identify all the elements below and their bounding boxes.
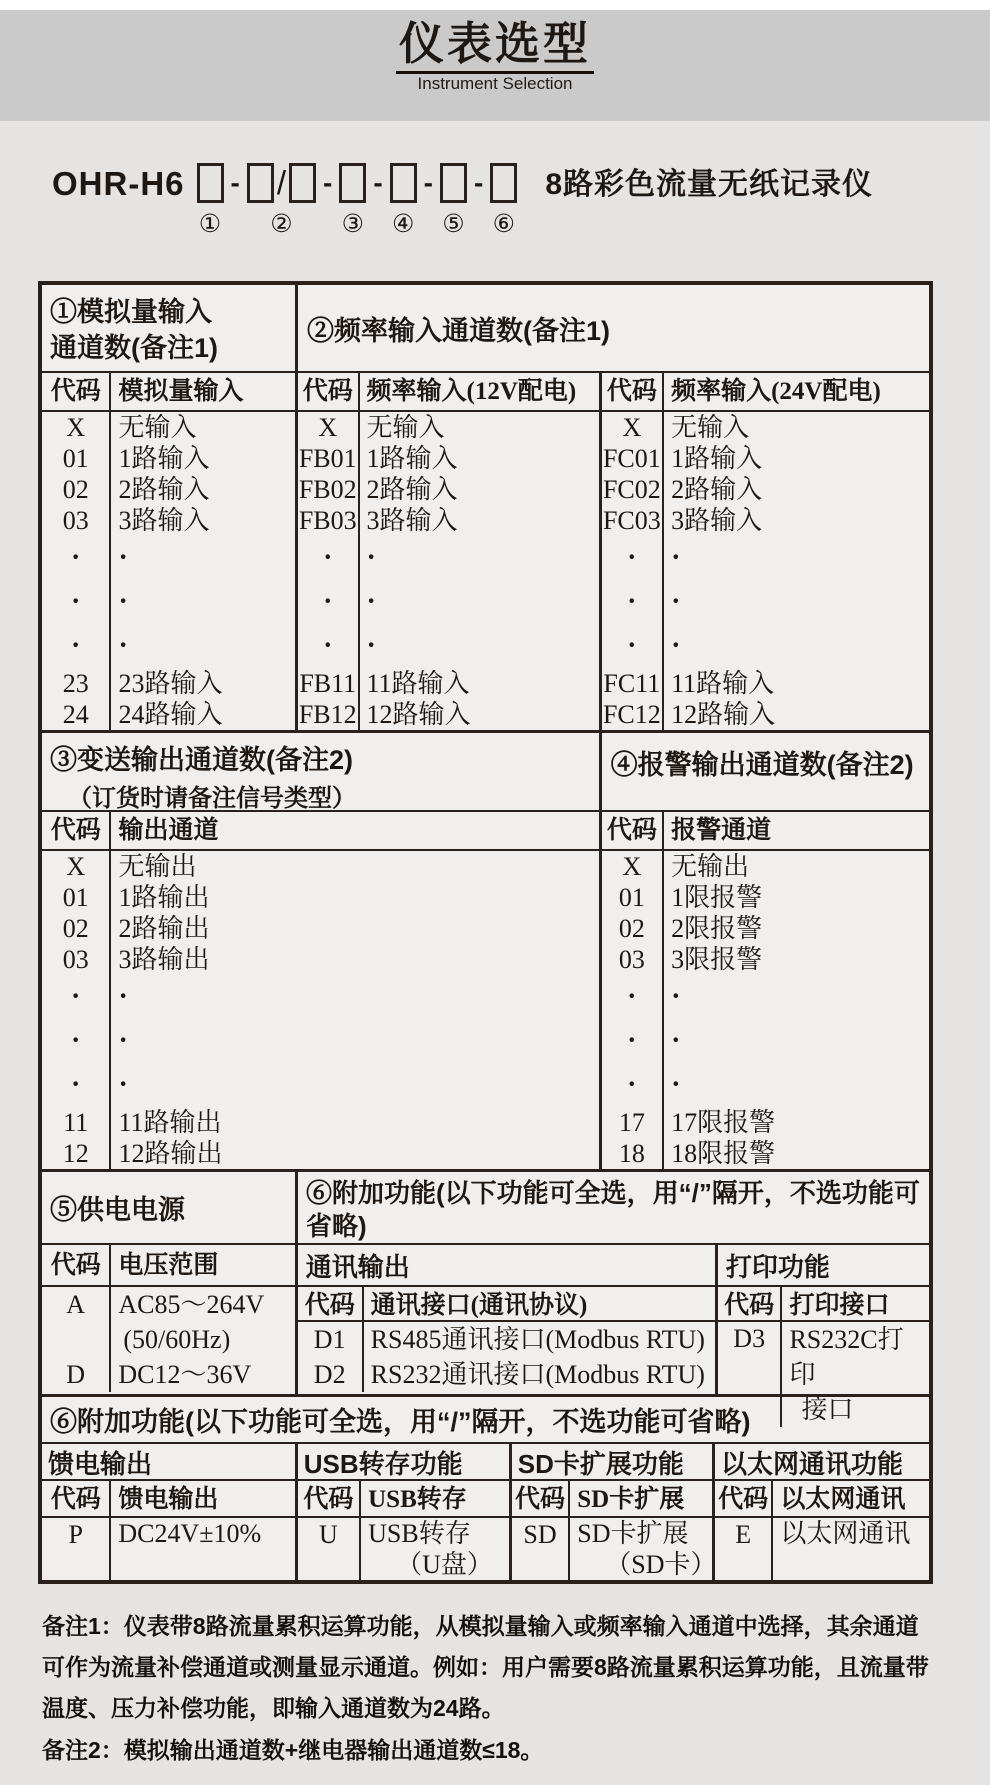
label-cell: · bbox=[662, 1063, 929, 1107]
label-cell: 3路输入 bbox=[358, 505, 599, 536]
code-cell: · bbox=[295, 624, 358, 668]
code-cell: X bbox=[599, 412, 663, 443]
dash-separator: - bbox=[373, 167, 383, 198]
field-number-4: ④ bbox=[391, 210, 415, 238]
sd-value-line2: （SD卡） bbox=[605, 1550, 717, 1579]
ethernet-group-header: 以太网通讯功能 bbox=[712, 1444, 929, 1481]
print-label-line1: RS232C打印 bbox=[789, 1325, 904, 1389]
code-cell: 02 bbox=[62, 474, 89, 504]
print-interface-header: 打印接口 bbox=[780, 1287, 929, 1324]
code-cell: FB01 bbox=[295, 443, 358, 474]
section3-header-line2: （订货时请备注信号类型） bbox=[68, 785, 356, 812]
label-cell: AC85～264V bbox=[109, 1287, 294, 1322]
label-cell: · bbox=[662, 536, 929, 580]
label-cell: · bbox=[109, 536, 295, 580]
page-title: 仪表选型 bbox=[396, 18, 594, 74]
label-cell: 3限报警 bbox=[662, 944, 929, 975]
code-cell: · bbox=[599, 580, 663, 624]
section5-header: ⑤供电电源 bbox=[50, 1195, 185, 1225]
section-5-6-header-row bbox=[42, 1169, 929, 1245]
model-field-3 bbox=[339, 163, 366, 237]
section-1-2-header-row bbox=[42, 285, 929, 373]
code-cell: FC11 bbox=[599, 668, 663, 699]
label-cell bbox=[568, 1518, 717, 1580]
ethernet-header: 以太网通讯 bbox=[771, 1481, 929, 1518]
dash-separator: - bbox=[230, 167, 240, 198]
code-box bbox=[289, 163, 316, 203]
code-box bbox=[197, 163, 224, 203]
label-cell: 1路输入 bbox=[109, 443, 295, 474]
section3-header bbox=[42, 733, 599, 816]
label-cell: 17限报警 bbox=[662, 1107, 929, 1138]
section-1-2-column-headers bbox=[42, 373, 929, 412]
ethernet-value: 以太网通讯 bbox=[780, 1519, 911, 1548]
comm-output-header: 通讯输出 bbox=[295, 1245, 715, 1285]
label-cell: · bbox=[662, 624, 929, 668]
label-cell: 1路输入 bbox=[358, 443, 599, 474]
code-cell: · bbox=[599, 975, 663, 1019]
print-code-header: 代码 bbox=[724, 1292, 775, 1319]
code-cell: 01 bbox=[599, 882, 663, 913]
code-header: 代码 bbox=[509, 1481, 568, 1518]
code-cell: · bbox=[71, 1069, 81, 1100]
label-cell bbox=[771, 1518, 929, 1580]
code-cell: D2 bbox=[313, 1359, 346, 1389]
label-cell: · bbox=[109, 1019, 598, 1063]
comm-output-table bbox=[295, 1287, 715, 1394]
label-cell: 2路输出 bbox=[109, 913, 598, 944]
additional-functions-data-row bbox=[42, 1518, 929, 1580]
model-field-2 bbox=[247, 163, 316, 237]
code-cell: A bbox=[66, 1289, 86, 1319]
slash-separator: / bbox=[276, 164, 287, 201]
label-cell: · bbox=[109, 1063, 598, 1107]
label-cell: · bbox=[109, 580, 295, 624]
label-cell: (50/60Hz) bbox=[109, 1322, 294, 1357]
label-cell: 2路输入 bbox=[662, 474, 929, 505]
code-cell: 03 bbox=[62, 505, 89, 535]
page-header bbox=[0, 10, 990, 121]
label-cell: · bbox=[109, 624, 295, 668]
power-comm-print-column-headers bbox=[42, 1245, 929, 1287]
power-code-header: 代码 bbox=[50, 1251, 101, 1279]
field-number-5: ⑤ bbox=[442, 210, 465, 238]
code-cell: 23 bbox=[62, 668, 89, 698]
code-cell: D3 bbox=[733, 1324, 766, 1353]
additional-functions-group-headers bbox=[42, 1444, 929, 1481]
label-cell: · bbox=[358, 624, 599, 668]
label-cell: 频率输入(24V配电) bbox=[662, 373, 929, 410]
label-cell: RS232通讯接口(Modbus RTU) bbox=[362, 1357, 715, 1392]
code-cell: FC01 bbox=[599, 443, 663, 474]
label-cell: 1路输出 bbox=[109, 882, 598, 913]
code-cell: · bbox=[599, 536, 663, 580]
code-cell: FC02 bbox=[599, 474, 663, 505]
code-cell: 01 bbox=[62, 882, 89, 912]
code-cell: 03 bbox=[62, 944, 89, 974]
code-cell: 17 bbox=[599, 1107, 663, 1138]
code-cell: · bbox=[295, 536, 358, 580]
code-cell: 11 bbox=[63, 1107, 89, 1137]
usb-value-line2: （U盘） bbox=[396, 1550, 493, 1579]
label-cell: 3路输出 bbox=[109, 944, 598, 975]
code-cell: · bbox=[71, 1025, 81, 1056]
label-cell: 23路输入 bbox=[109, 668, 295, 699]
code-cell: FC12 bbox=[599, 699, 663, 730]
feed-output-value: DC24V±10% bbox=[118, 1519, 262, 1548]
model-field-4 bbox=[390, 163, 417, 237]
code-cell: FB02 bbox=[295, 474, 358, 505]
footnotes bbox=[42, 1606, 930, 1771]
code-cell: 24 bbox=[62, 699, 89, 729]
usb-value-line1: USB转存 bbox=[368, 1519, 471, 1548]
code-cell: SD bbox=[509, 1518, 568, 1580]
code-cell: FB12 bbox=[295, 699, 358, 730]
code-box bbox=[390, 163, 417, 203]
label-cell: 2路输入 bbox=[109, 474, 295, 505]
code-cell: P bbox=[68, 1520, 83, 1549]
field-number-2: ② bbox=[270, 210, 293, 238]
section1-header-line1: ①模拟量输入 bbox=[50, 297, 212, 327]
code-header: 代码 bbox=[50, 1486, 101, 1513]
label-cell: 24路输入 bbox=[109, 699, 295, 730]
code-box bbox=[339, 163, 366, 203]
dash-separator: - bbox=[323, 167, 333, 198]
print-function-table bbox=[715, 1287, 929, 1424]
field-number-1: ① bbox=[198, 210, 222, 238]
voltage-range-header: 电压范围 bbox=[109, 1245, 294, 1285]
label-cell: 1路输入 bbox=[662, 443, 929, 474]
code-cell: · bbox=[71, 542, 81, 573]
section-3-4-header-row bbox=[42, 730, 929, 812]
code-cell: · bbox=[295, 580, 358, 624]
code-header: 代码 bbox=[295, 1481, 359, 1518]
comm-code-header: 代码 bbox=[304, 1292, 355, 1319]
code-cell: FB11 bbox=[295, 668, 358, 699]
code-box bbox=[490, 163, 517, 203]
model-field-5 bbox=[440, 163, 467, 237]
code-cell: D bbox=[66, 1359, 86, 1389]
label-cell: 1限报警 bbox=[662, 882, 929, 913]
code-cell: 代码 bbox=[599, 373, 663, 410]
label-cell: · bbox=[358, 536, 599, 580]
power-supply-table bbox=[42, 1287, 295, 1394]
label-cell: · bbox=[662, 580, 929, 624]
section1-header-line2: 通道数(备注1) bbox=[50, 333, 218, 363]
label-cell: 无输出 bbox=[662, 851, 929, 882]
label-cell: 12路输出 bbox=[109, 1138, 598, 1169]
code-cell: · bbox=[599, 1063, 663, 1107]
code-cell: X bbox=[295, 412, 358, 443]
model-prefix: OHR-H6 bbox=[52, 165, 185, 202]
print-function-header: 打印功能 bbox=[715, 1245, 929, 1285]
code-cell: 代码 bbox=[50, 817, 101, 844]
label-cell: 11路输入 bbox=[358, 668, 599, 699]
code-cell: · bbox=[599, 624, 663, 668]
code-cell: X bbox=[66, 851, 86, 881]
label-cell: 无输入 bbox=[358, 412, 599, 443]
sd-value-line1: SD卡扩展 bbox=[577, 1519, 689, 1548]
label-cell: 无输入 bbox=[109, 412, 295, 443]
label-cell: 2路输入 bbox=[358, 474, 599, 505]
additional-functions-header: ⑥附加功能(以下功能可全选，用“/”隔开，不选功能可省略) bbox=[42, 1394, 929, 1444]
sd-header: SD卡扩展 bbox=[568, 1481, 712, 1518]
print-label-line2: 接口 bbox=[801, 1395, 854, 1424]
code-cell: FC03 bbox=[599, 505, 663, 536]
code-cell: · bbox=[599, 1019, 663, 1063]
code-cell: · bbox=[71, 586, 81, 617]
label-cell: · bbox=[662, 975, 929, 1019]
label-cell: 报警通道 bbox=[662, 812, 929, 849]
label-cell: 无输出 bbox=[109, 851, 598, 882]
dash-separator: - bbox=[474, 167, 484, 198]
code-cell: E bbox=[712, 1518, 771, 1580]
code-cell: X bbox=[66, 412, 86, 442]
code-cell: 02 bbox=[599, 913, 663, 944]
additional-functions-column-headers bbox=[42, 1481, 929, 1518]
section4-header: ④报警输出通道数(备注2) bbox=[599, 733, 929, 816]
code-cell: 18 bbox=[599, 1138, 663, 1169]
feed-output-header: 馈电输出 bbox=[109, 1481, 294, 1518]
page-subtitle: Instrument Selection bbox=[417, 73, 573, 93]
dash-separator: - bbox=[423, 167, 433, 198]
label-cell bbox=[359, 1518, 509, 1580]
section-1-2-rows bbox=[42, 412, 929, 730]
usb-group-header: USB转存功能 bbox=[295, 1444, 509, 1481]
code-cell: 代码 bbox=[50, 378, 101, 405]
code-cell: 12 bbox=[62, 1138, 89, 1168]
label-cell: 11路输入 bbox=[662, 668, 929, 699]
code-cell: · bbox=[71, 630, 81, 661]
feed-output-group-header: 馈电输出 bbox=[48, 1449, 153, 1479]
comm-interface-header: 通讯接口(通讯协议) bbox=[362, 1287, 715, 1324]
label-cell: 3路输入 bbox=[109, 505, 295, 536]
code-box bbox=[247, 163, 274, 203]
code-cell: 01 bbox=[62, 443, 89, 473]
note-2: 备注2：模拟输出通道数+继电器输出通道数≤18。 bbox=[42, 1737, 544, 1763]
field-number-6: ⑥ bbox=[492, 210, 516, 238]
label-cell: · bbox=[358, 580, 599, 624]
label-cell: 12路输入 bbox=[662, 699, 929, 730]
section2-header: ②频率输入通道数(备注1) bbox=[295, 285, 929, 371]
section-3-4-rows bbox=[42, 851, 929, 1169]
code-header: 代码 bbox=[712, 1481, 771, 1518]
note-1: 备注1：仪表带8路流量累积运算功能，从模拟量输入或频率输入通道中选择，其余通道可作为流量补偿通道或测量显示通道。例如：用户需要8路流量累积运算功能，且流量带温度、压力补偿功能，即输入通道数为24路。 bbox=[42, 1613, 929, 1721]
section6-header: ⑥附加功能(以下功能可全选，用“/”隔开，不选功能可省略) bbox=[295, 1172, 929, 1243]
label-cell: 无输入 bbox=[662, 412, 929, 443]
label-cell: 模拟量输入 bbox=[109, 373, 295, 410]
sd-group-header: SD卡扩展功能 bbox=[509, 1444, 712, 1481]
label-cell bbox=[780, 1322, 929, 1427]
model-field-6 bbox=[490, 163, 517, 237]
code-cell: 代码 bbox=[295, 373, 358, 410]
label-cell: 11路输出 bbox=[109, 1107, 598, 1138]
code-cell bbox=[42, 1322, 109, 1357]
product-name: 8路彩色流量无纸记录仪 bbox=[545, 168, 874, 201]
code-cell: D1 bbox=[313, 1324, 346, 1354]
label-cell: 2限报警 bbox=[662, 913, 929, 944]
model-field-1 bbox=[197, 163, 224, 237]
code-cell: 03 bbox=[599, 944, 663, 975]
section3-header-line1: ③变送输出通道数(备注2) bbox=[50, 745, 353, 775]
model-code-line bbox=[52, 163, 990, 237]
label-cell: 3路输入 bbox=[662, 505, 929, 536]
code-cell: U bbox=[295, 1518, 359, 1580]
code-box bbox=[440, 163, 467, 203]
code-cell: X bbox=[599, 851, 663, 882]
label-cell: 12路输入 bbox=[358, 699, 599, 730]
code-cell: · bbox=[71, 981, 81, 1012]
code-cell: FB03 bbox=[295, 505, 358, 536]
label-cell: 频率输入(12V配电) bbox=[358, 373, 599, 410]
section-3-4-column-headers bbox=[42, 812, 929, 851]
label-cell: RS485通讯接口(Modbus RTU) bbox=[362, 1322, 715, 1357]
label-cell: 18限报警 bbox=[662, 1138, 929, 1169]
usb-header: USB转存 bbox=[359, 1481, 509, 1518]
label-cell: · bbox=[662, 1019, 929, 1063]
label-cell: 输出通道 bbox=[109, 812, 598, 849]
label-cell: · bbox=[109, 975, 598, 1019]
field-number-3: ③ bbox=[341, 210, 365, 238]
top-strip bbox=[0, 0, 990, 10]
label-cell: DC12～36V bbox=[109, 1357, 294, 1392]
code-cell: 代码 bbox=[599, 812, 663, 849]
code-cell: 02 bbox=[62, 913, 89, 943]
selection-table bbox=[38, 281, 933, 1584]
section1-header bbox=[42, 285, 295, 371]
label-cell bbox=[109, 1518, 294, 1580]
